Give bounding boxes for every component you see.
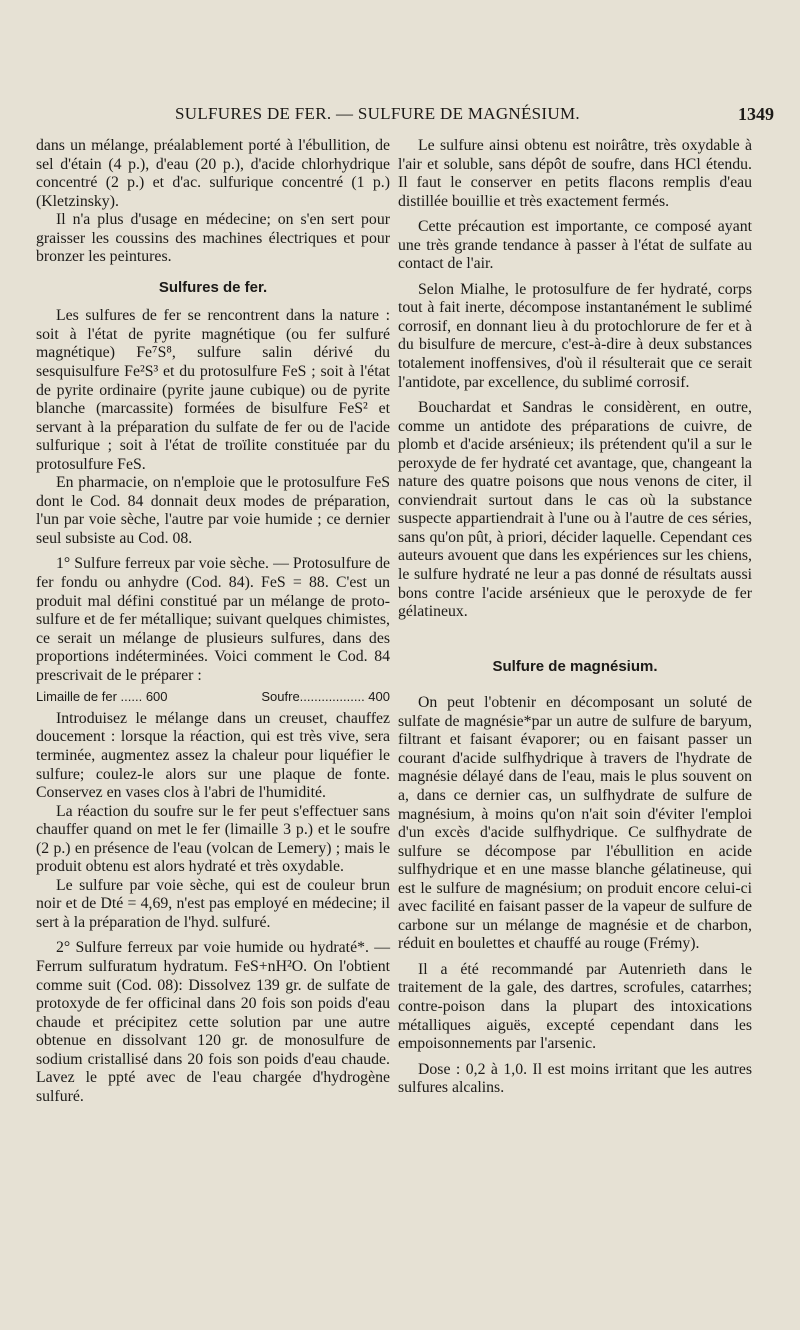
paragraph: Le sulfure par voie sèche, qui est de couleur brun noir et de Dté = 4,69, n'est pas employé en médecine; il sert à la préparation de l'hyd. sulfuré. bbox=[36, 876, 390, 931]
page-header bbox=[0, 104, 800, 128]
paragraph: En pharmacie, on n'emploie que le protosulfure FeS dont le Cod. 84 donnait deux modes de préparation, l'un par voie sèche, l'autre par voie humide ; ce dernier seul subsiste au Cod. 08. bbox=[36, 474, 390, 547]
recipe-ingredient-iron: Limaille de fer ...... 600 bbox=[36, 689, 168, 705]
paragraph: La réaction du soufre sur le fer peut s'effectuer sans chauffer quand on met le fer (limaille 3 p.) et le soufre (2 p.) en présence de l'eau (volcan de Lemery) ; mais le produit obtenu est alors hydraté et très oxydable. bbox=[36, 802, 390, 876]
section-heading-sulfure-de-magnesium: Sulfure de magnésium. bbox=[492, 657, 658, 675]
paragraph: Selon Mialhe, le protosulfure de fer hydraté, corps tout à fait inerte, décompose instantanément le sublimé corrosif, en donnant lieu à du protochlorure de fer et à du bisulfure de mercure, c'est-à-dire à deux substances totalement inoffensives, d'où il résulterait que ce serait l'antidote, par excellence, du sublimé corrosif. bbox=[398, 280, 752, 391]
paragraph: dans un mélange, préalablement porté à l'ébullition, de sel d'étain (4 p.), d'eau (20 p.), d'acide chlorhydrique concentré (2 p.) et d'ac. sulfurique concentré (1 p.) (Kletzinsky). bbox=[36, 137, 390, 210]
right-column bbox=[398, 137, 752, 1098]
paragraph: Bouchardat et Sandras le considèrent, en outre, comme un antidote des préparations de cuivre, de plomb et d'acide arsénieux; ils prétendent qu'il a sur le peroxyde de fer hydraté cet avantage, que, changeant la nature des quatre poisons que nous venons de citer, il conviendrait surtout dans le cas où la substance suspecte appartiendrait à l'une ou à l'autre de ces séries, sans qu'on pût, à priori, décider laquelle. Cependant ces auteurs avouent que dans les expériences sur les chiens, le sulfure hydraté ne leur a pas donné de résultats aussi bons contre l'acide arsénieux que le peroxyde de fer gélatineux. bbox=[398, 399, 752, 621]
paragraph: Il a été recommandé par Autenrieth dans le traitement de la gale, des dartres, scrofules, catarrhes; contre-poison dans la plupart des intoxications métalliques aiguës, excepté cependant dans les empoisonnements par l'arsenic. bbox=[398, 960, 752, 1053]
paragraph: Il n'a plus d'usage en médecine; on s'en sert pour graisser les coussins des machines électriques et pour bronzer les peintures. bbox=[36, 211, 390, 266]
recipe-line bbox=[36, 688, 390, 707]
paragraph: On peut l'obtenir en décomposant un soluté de sulfate de magnésie*par un autre de sulfure de baryum, filtrant et faisant évaporer; ou en faisant passer un courant d'acide sulfhydrique à travers de l'hydrate de magnésie délayé dans de l'eau, mais le plus souvent on a, dans ce dernier cas, un sulfhydrate de sulfure de magnésium, à moins qu'on n'ait soin d'éviter l'emploi d'un excès d'acide sulfhydrique. Ce sulfhydrate de sulfure se décompose par l'ébullition en acide sulfhydrique et en une masse blanche gélatineuse, qui est le sulfure de magnésium; on produit encore celui-ci avec facilité en faisant passer de la vapeur de sulfure de carbone sur un mélange de magnésie et de charbon, réduit en boulettes et chauffé au rouge (Frémy). bbox=[398, 694, 752, 953]
running-title: SULFURES DE FER. — SULFURE DE MAGNÉSIUM. bbox=[175, 104, 580, 123]
paragraph: Dose : 0,2 à 1,0. Il est moins irritant que les autres sulfures alcalins. bbox=[398, 1060, 752, 1097]
paragraph: Cette précaution est importante, ce composé ayant une très grande tendance à passer à l'état de sulfate au contact de l'air. bbox=[398, 218, 752, 273]
paragraph: 2° Sulfure ferreux par voie humide ou hydraté*. — Ferrum sulfuratum hydratum. FeS+nH²O. On l'obtient comme suit (Cod. 08): Dissolvez 139 gr. de sulfate de protoxyde de fer officinal dans 20 fois son poids d'eau chaude et précipitez cette solution par une autre obtenue en dissolvant 120 gr. de monosulfure de sodium cristallisé dans 20 fois son poids d'eau chaude. Lavez le ppté avec de l'eau chargée d'hydrogène sulfuré. bbox=[36, 939, 390, 1105]
paragraph: Introduisez le mélange dans un creuset, chauffez doucement : lorsque la réaction, qui est très vive, sera terminée, augmentez assez la chaleur pour liquéfier le sulfure; coulez-le alors sur une plaque de fonte. Conservez en vases clos à l'abri de l'humidité. bbox=[36, 709, 390, 802]
paragraph: 1° Sulfure ferreux par voie sèche. — Protosulfure de fer fondu ou anhydre (Cod. 84). FeS = 88. C'est un produit mal défini constitué par un mélange de proto-sulfure et de fer métallique; suivant quelques chimistes, ce serait un mélange de plusieurs sulfures, dans des proportions indéterminées. Voici comment le Cod. 84 prescrivait de le préparer : bbox=[36, 555, 390, 684]
left-column bbox=[36, 137, 390, 1106]
page-number: 1349 bbox=[738, 104, 774, 124]
paragraph: Les sulfures de fer se rencontrent dans la nature : soit à l'état de pyrite magnétique (ou fer sulfuré magnétique) Fe⁷S⁸, sulfure salin dérivé du sesquisulfure Fe²S³ et du protosulfure FeS ; soit à l'état de pyrite ordinaire (pyrite jaune cubique) ou de pyrite blanche (marcassite) formées de bisulfure FeS² et servant à la préparation du sulfate de fer ou de l'acide sulfurique ; soit à l'état de troïlite constituée par du protosulfure FeS. bbox=[36, 307, 390, 473]
paragraph: Le sulfure ainsi obtenu est noirâtre, très oxydable à l'air et soluble, sans dépôt de soufre, dans HCl étendu. Il faut le conserver en petits flacons remplis d'eau distillée bouillie et très exactement fermés. bbox=[398, 137, 752, 210]
section-heading-sulfures-de-fer: Sulfures de fer. bbox=[158, 278, 268, 296]
recipe-ingredient-sulfur: Soufre.................. 400 bbox=[261, 689, 390, 705]
